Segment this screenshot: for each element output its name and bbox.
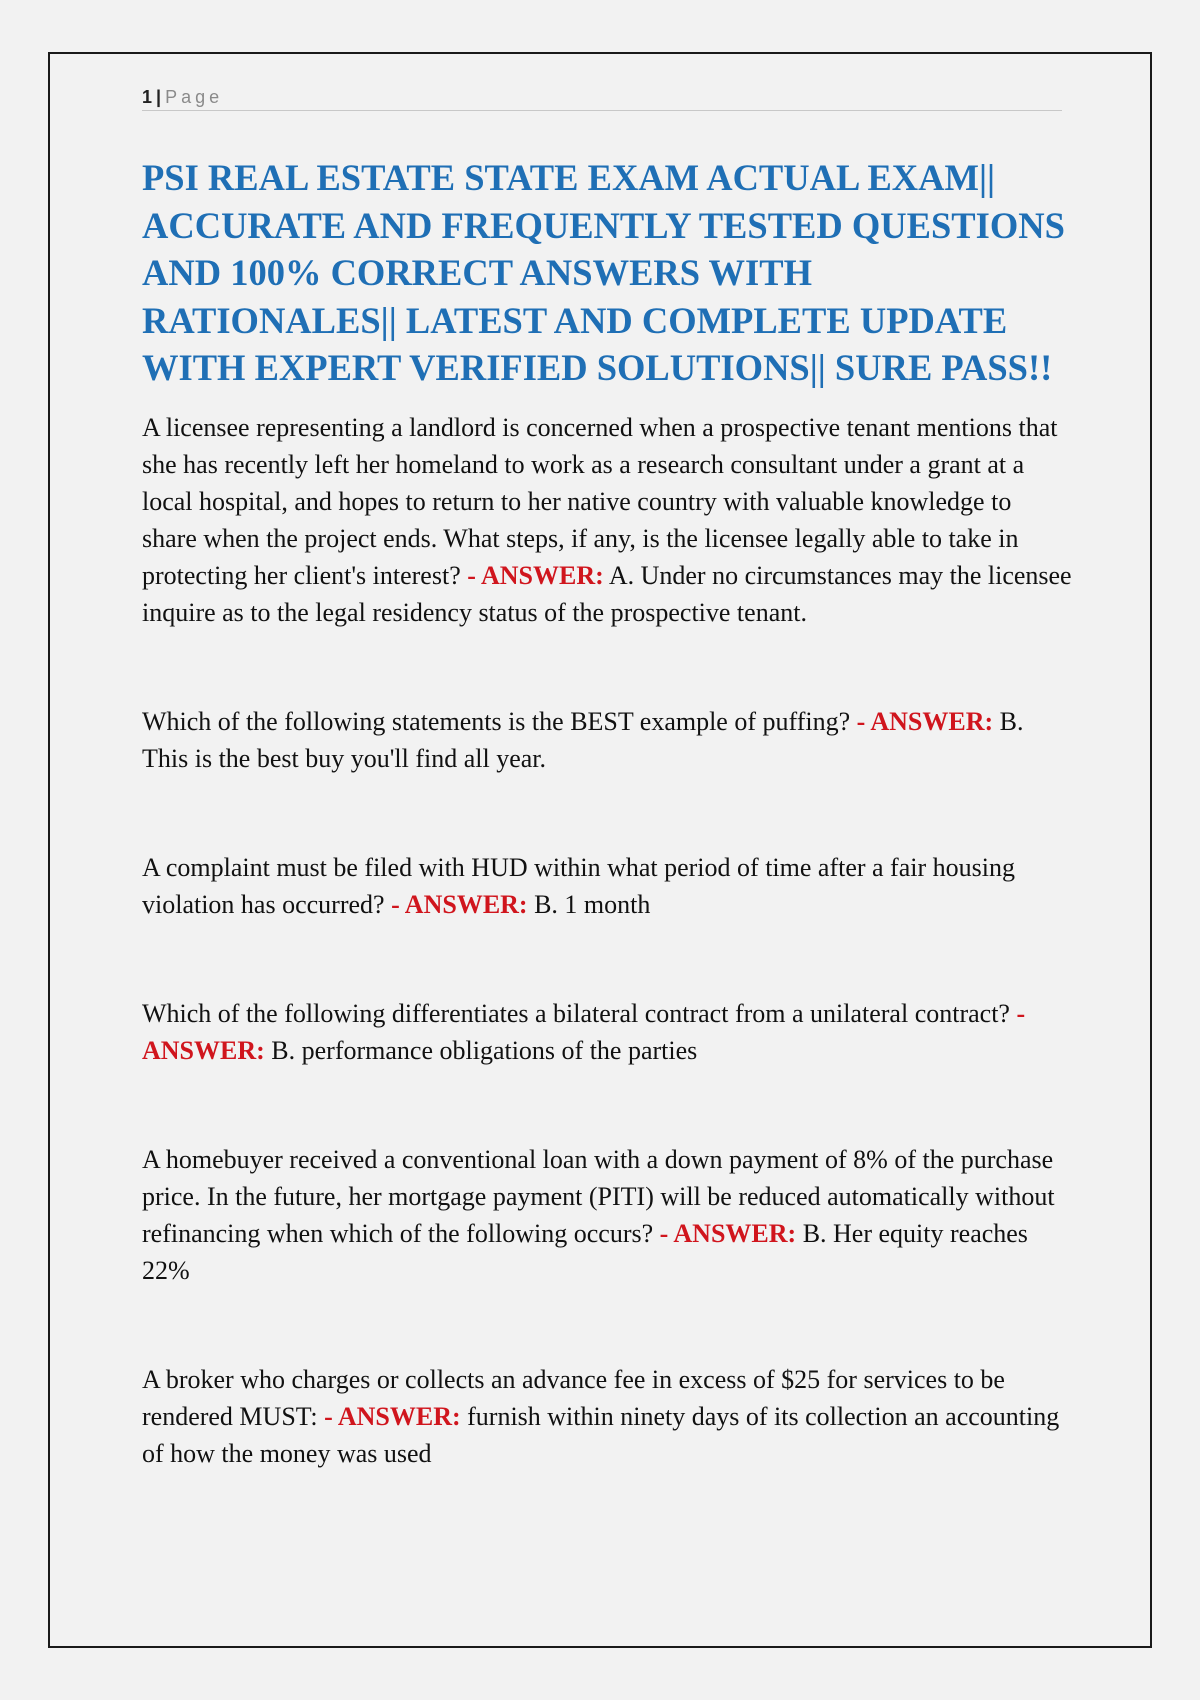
document-content	[142, 154, 1072, 1472]
answer-text: A. Under no circumstances may the licensee inquire as to the legal residency status of the prospective tenant.	[142, 560, 1072, 627]
qa-item-3	[142, 849, 1072, 923]
document-title: PSI REAL ESTATE STATE EXAM ACTUAL EXAM|| ACCURATE AND FREQUENTLY TESTED QUESTIONS AND 100% CORRECT ANSWERS WITH RATIONALES|| LATEST AND COMPLETE UPDATE WITH EXPERT VERIFIED SOLUTIONS|| SURE PASS!!	[142, 157, 1065, 388]
question-text: A licensee representing a landlord is concerned when a prospective tenant mentions that she has recently left her homeland to work as a research consultant under a grant at a local hospital, and hopes to return to her native country with valuable knowledge to share when the project ends. What steps, if any, is the licensee legally able to take in protecting her client's interest?	[142, 412, 1058, 590]
qa-item-4	[142, 995, 1072, 1069]
answer-label: - ANSWER:	[324, 1401, 461, 1431]
header-separator: |	[156, 87, 162, 107]
answer-text: furnish within ninety days of its collection an accounting of how the money was used	[142, 1401, 1060, 1468]
page-header	[142, 84, 1062, 111]
answer-text: B. performance obligations of the parties	[271, 1035, 698, 1065]
qa-item-6	[142, 1361, 1072, 1472]
question-text: A complaint must be filed with HUD within what period of time after a fair housing violation has occurred?	[142, 852, 1015, 919]
question-text: Which of the following statements is the BEST example of puffing?	[142, 706, 851, 736]
answer-label: - ANSWER:	[467, 560, 604, 590]
question-text: A homebuyer received a conventional loan with a down payment of 8% of the purchase price. In the future, her mortgage payment (PITI) will be reduced automatically without refinancing when which of the following occurs?	[142, 1144, 1055, 1248]
page-number: 1	[142, 87, 153, 107]
answer-text: B. Her equity reaches 22%	[142, 1218, 1028, 1285]
question-text: Which of the following differentiates a bilateral contract from a unilateral contract?	[142, 998, 1010, 1028]
qa-item-5	[142, 1141, 1072, 1289]
answer-text: B. This is the best buy you'll find all year.	[142, 706, 1024, 773]
answer-label: - ANSWER:	[391, 889, 528, 919]
answer-label: - ANSWER:	[659, 1218, 797, 1248]
answer-label: - ANSWER:	[856, 706, 994, 736]
answer-text: B. 1 month	[534, 889, 651, 919]
answer-label: - ANSWER:	[142, 998, 1026, 1065]
page-label: Page	[165, 87, 224, 107]
document-page	[48, 52, 1152, 1648]
qa-item-2	[142, 703, 1072, 777]
question-text: A broker who charges or collects an advance fee in excess of $25 for services to be rendered MUST:	[142, 1364, 1005, 1431]
qa-item-1	[142, 409, 1072, 631]
